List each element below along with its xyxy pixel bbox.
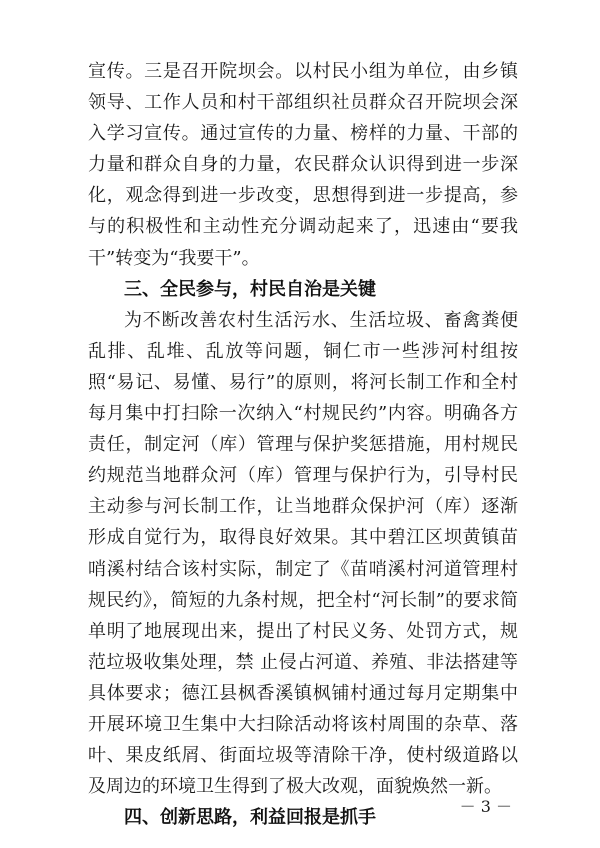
- section-heading-4: 四、创新思路，利益回报是抓手: [124, 807, 376, 829]
- body-paragraph-3: 为不断改善农村生活污水、生活垃圾、畜禽粪便乱排、乱堆、乱放等问题，铜仁市一些涉河村组按照“易记、易懂、易行”的原则，将河长制工作和全村每月集中打扫除一次纳入“村规民约”内容。明确各方责任，制定河（库）管理与保护奖惩措施，用村规民约规范当地群众河（库）管理与保护行为，引导村民主动参与河长制工作，让当地群众保护河（库）逐渐形成自觉行为，取得良好效果。其中碧江区坝黄镇苗哨溪村结合该村实际，制定了《苗哨溪村河道管理村规民约》，简短的九条村规，把全村“河长制”的要求简单明了地展现出来，提出了村民义务、处罚方式，规范垃圾收集处理，禁 止侵占河道、养殖、非法搭建等具体要求；德江县枫香溪镇枫铺村通过每月定期集中开展环境卫生集中大扫除活动将该村周围的杂草、落叶、果皮纸屑、街面垃圾等清除干净，使村级道路以及周边的环境卫生得到了极大改观，面貌焕然一新。: [88, 309, 518, 798]
- page-number: － 3 －: [459, 797, 512, 816]
- document-page: [88, 56, 518, 833]
- section-heading-3: 三、全民参与，村民自治是关键: [124, 278, 376, 300]
- body-paragraph-continued: 宣传。三是召开院坝会。以村民小组为单位，由乡镇领导、工作人员和村干部组织社员群众召开院坝会深入学习宣传。通过宣传的力量、榜样的力量、干部的力量和群众自身的力量，农民群众认识得到进一步深化，观念得到进一步改变，思想得到进一步提高，参与的积极性和主动性充分调动起来了，迅速由“要我干”转变为“我要干”。: [88, 61, 518, 269]
